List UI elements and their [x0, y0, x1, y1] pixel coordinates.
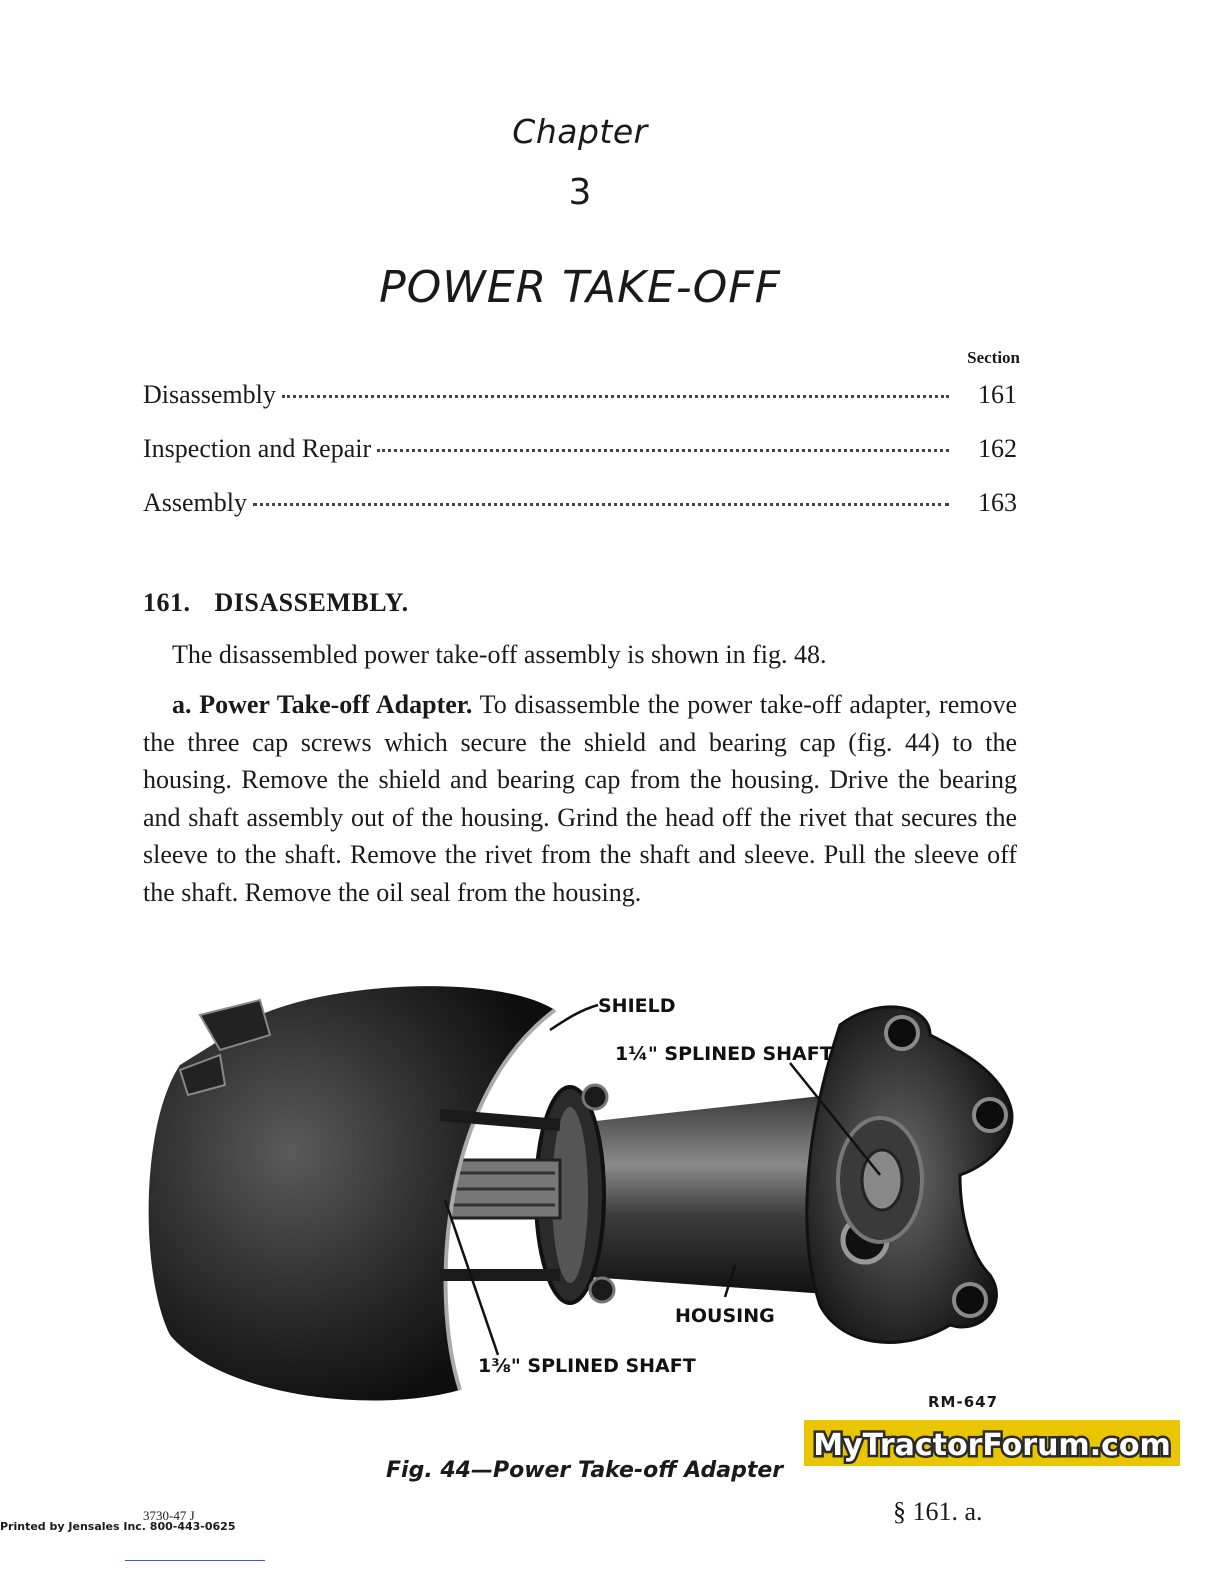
callout-shield: SHIELD: [598, 995, 676, 1017]
toc-entry: [143, 380, 1017, 414]
print-code: 3730-47 J: [143, 1508, 195, 1523]
toc-entry: [143, 488, 1017, 522]
watermark-text: MyTractorForum.com: [813, 1428, 1171, 1463]
toc-entry-label: Assembly: [143, 488, 247, 517]
section-reference: § 161. a.: [893, 1497, 983, 1526]
intro-paragraph: The disassembled power take-off assembly is shown in fig. 48.: [172, 640, 827, 669]
body-paragraph: [143, 686, 1017, 912]
toc-entry-section: 162: [978, 434, 1017, 463]
footer-rule: [125, 1560, 265, 1561]
chapter-number: 3: [568, 172, 592, 213]
subsection-label: a.: [172, 690, 192, 719]
chapter-label: Chapter: [512, 112, 648, 151]
toc-entry-label: Disassembly: [143, 380, 276, 409]
figure-code: RM-647: [928, 1393, 999, 1411]
callout-housing: HOUSING: [675, 1305, 775, 1327]
subsection-title: Power Take-off Adapter.: [199, 690, 473, 719]
section-heading: [143, 588, 409, 618]
watermark-logo: [804, 1420, 1180, 1466]
toc-leader-dots: [282, 395, 949, 398]
section-heading-text: DISASSEMBLY.: [214, 588, 409, 617]
toc-leader-dots: [377, 449, 949, 452]
figure-illustration: [140, 975, 1040, 1415]
body-text: To disassemble the power take-off adapter, remove the three cap screws which secure the shield and bearing cap (fig. 44) to the housing. Remove the shield and bearing cap from the housing. Drive the bearing and shaft assembly out of the housing. Grind the head off the rivet that secures the sleeve to the shaft. Remove the rivet from the shaft and sleeve. Pull the sleeve off the shaft. Remove the oil seal from the housing.: [143, 690, 1018, 907]
toc-entry-label: Inspection and Repair: [143, 434, 372, 463]
section-number: 161.: [143, 588, 191, 617]
shield-leader: [550, 1005, 598, 1030]
callout-splined-shaft-bottom: 1⅜" SPLINED SHAFT: [478, 1355, 696, 1377]
toc-leader-dots: [253, 503, 949, 506]
figure-caption: Fig. 44—Power Take-off Adapter: [386, 1458, 784, 1483]
toc-entry: [143, 434, 1017, 468]
printer-credit: Printed by Jensales Inc. 800-443-0625: [0, 1520, 236, 1533]
toc-section-header: Section: [967, 348, 1020, 367]
toc-entry-section: 161: [978, 380, 1017, 409]
toc-entry-section: 163: [978, 488, 1017, 517]
callout-splined-shaft-top: 1¼" SPLINED SHAFT: [615, 1043, 833, 1065]
chapter-title: POWER TAKE-OFF: [379, 262, 781, 313]
